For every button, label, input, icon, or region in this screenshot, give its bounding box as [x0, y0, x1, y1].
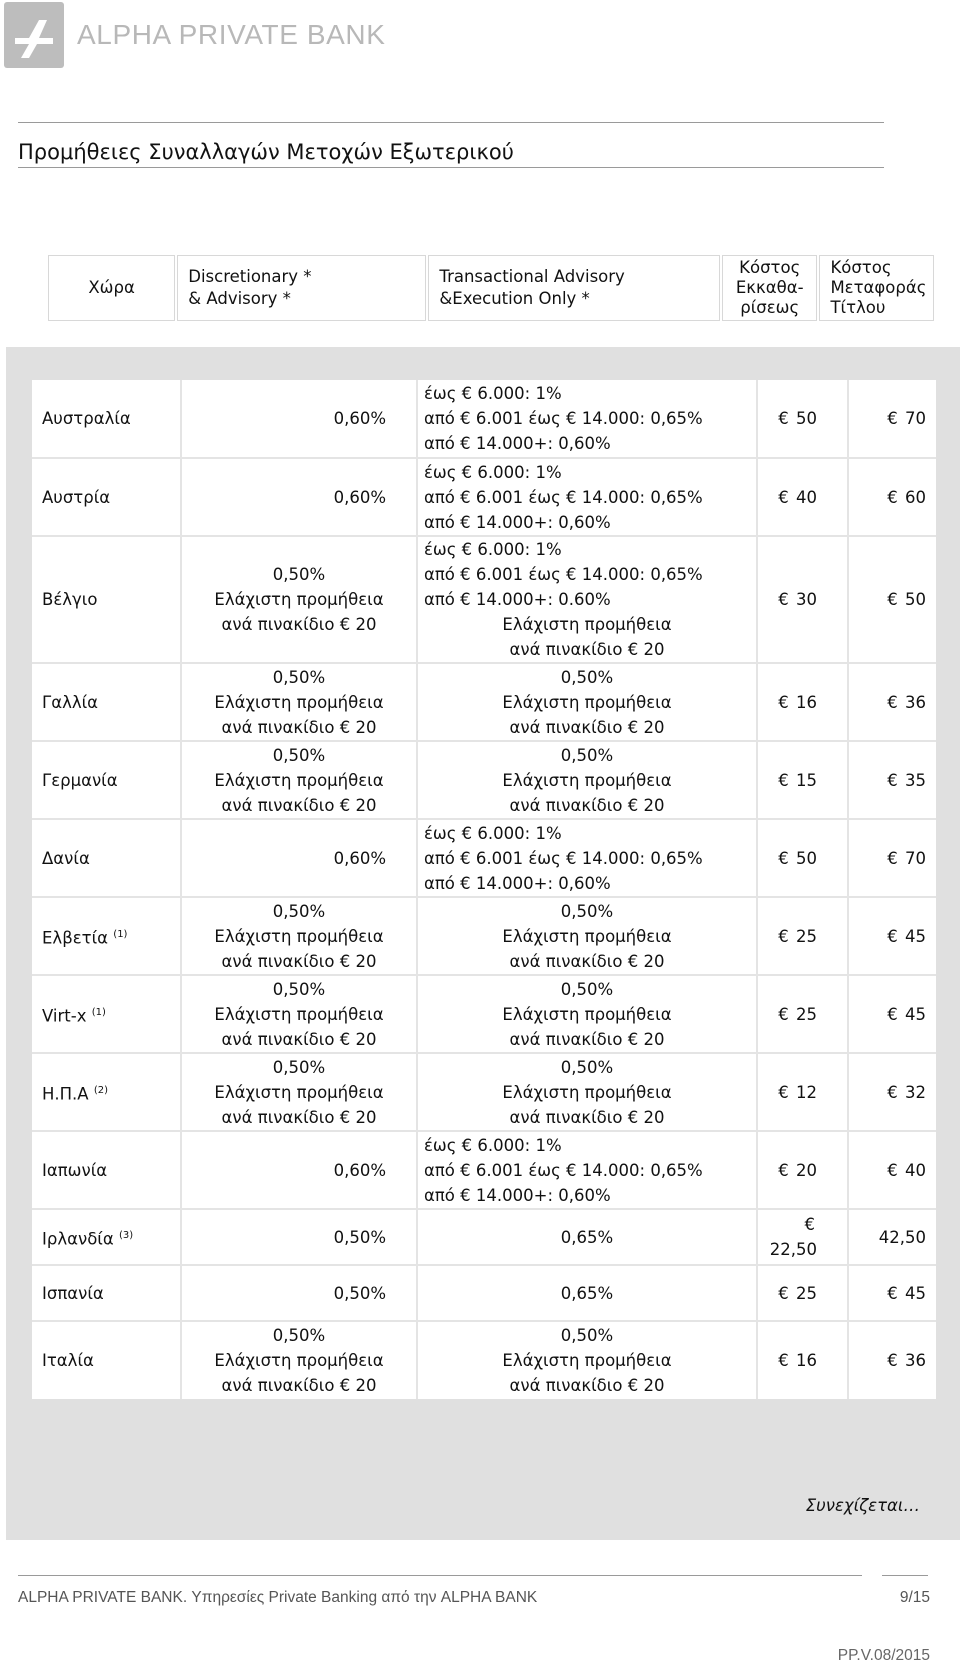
- cell-line: 0,50%: [272, 1326, 326, 1345]
- clearing-cost-cell: [757, 897, 848, 975]
- clearing-cost-cell: [757, 1321, 848, 1399]
- cell-line: 0,50%: [333, 1227, 386, 1247]
- table-row: [32, 897, 936, 975]
- cell-line: έως € 6.000: 1%: [424, 823, 562, 843]
- transfer-value: 45: [905, 1283, 926, 1303]
- cell-line: Ελάχιστη προμήθεια: [214, 1004, 384, 1024]
- transfer-cost-cell: [848, 536, 936, 663]
- transfer-cost-cell: [848, 663, 936, 741]
- country-name: Αυστραλία: [42, 409, 131, 428]
- country-cell: [32, 975, 181, 1053]
- cell-line: ανά πινακίδιο € 20: [221, 1376, 377, 1395]
- transfer-cost-cell: [848, 975, 936, 1053]
- clearing-cost-cell: [757, 819, 848, 897]
- header-country: Χώρα: [48, 255, 175, 321]
- discretionary-cell: [181, 975, 417, 1053]
- column-header-table: [46, 253, 936, 323]
- cell-line: Ελάχιστη προμήθεια: [214, 1351, 384, 1370]
- country-cell: [32, 1053, 181, 1131]
- cell-line: από € 6.001 έως € 14.000: 0,65%: [424, 848, 703, 868]
- header-transfer-cost: Κόστος Μεταφοράς Τίτλου: [819, 255, 934, 321]
- transactional-cell: [417, 663, 757, 741]
- discretionary-cell: [181, 1053, 417, 1131]
- cell-line: Ελάχιστη προμήθεια: [214, 590, 384, 609]
- country-name: Δανία: [42, 848, 90, 868]
- cell-line: 0,60%: [333, 848, 386, 868]
- discretionary-cell: [181, 663, 417, 741]
- euro-icon: €: [887, 487, 898, 507]
- euro-icon: €: [778, 770, 789, 790]
- euro-icon: €: [887, 848, 898, 868]
- transfer-cost-cell: [848, 897, 936, 975]
- footnote-marker: (1): [91, 1006, 106, 1018]
- table-row: [32, 1209, 936, 1265]
- table-row: [32, 1053, 936, 1131]
- transactional-cell: [417, 897, 757, 975]
- header-discretionary: Discretionary * & Advisory *: [177, 255, 426, 321]
- cell-line: από € 6.001 έως € 14.000: 0,65%: [424, 409, 703, 428]
- transfer-cost-cell: [848, 1131, 936, 1209]
- discretionary-cell: [181, 1265, 417, 1321]
- discretionary-cell: [181, 536, 417, 663]
- clearing-cost-cell: [757, 1131, 848, 1209]
- continued-note: Συνεχίζεται…: [805, 1496, 920, 1515]
- table-row: [32, 975, 936, 1053]
- discretionary-cell: [181, 819, 417, 897]
- clearing-value: 25: [796, 1004, 817, 1024]
- transfer-value: 70: [905, 409, 926, 428]
- fees-table: [32, 380, 936, 1399]
- country-cell: [32, 536, 181, 663]
- cell-line: Ελάχιστη προμήθεια: [214, 1082, 384, 1102]
- page-number: 9/15: [899, 1589, 930, 1606]
- transfer-cost-cell: [848, 741, 936, 819]
- cell-line: ανά πινακίδιο € 20: [509, 1029, 665, 1049]
- discretionary-cell: [181, 897, 417, 975]
- cell-line: ανά πινακίδιο € 20: [509, 951, 665, 971]
- cell-line: Ελάχιστη προμήθεια: [502, 1004, 672, 1024]
- clearing-value: 15: [796, 770, 817, 790]
- cell-line: από € 14.000+: 0.60%: [424, 590, 611, 609]
- cell-line: έως € 6.000: 1%: [424, 1135, 562, 1155]
- document-code: PP.V.08/2015: [837, 1647, 930, 1664]
- clearing-cost-cell: [757, 975, 848, 1053]
- cell-line: ανά πινακίδιο € 20: [221, 615, 377, 634]
- euro-icon: €: [887, 409, 898, 428]
- transfer-value: 50: [905, 590, 926, 609]
- cell-line: 0,60%: [333, 409, 386, 428]
- cell-line: 0,50%: [333, 1283, 386, 1303]
- country-name: Η.Π.Α: [42, 1084, 89, 1104]
- cell-line: ανά πινακίδιο € 20: [221, 1029, 377, 1049]
- euro-icon: €: [887, 1283, 898, 1303]
- transfer-cost-cell: [848, 1209, 936, 1265]
- cell-line: 0,50%: [560, 901, 614, 921]
- euro-icon: €: [887, 1004, 898, 1024]
- country-cell: [32, 897, 181, 975]
- cell-line: ανά πινακίδιο € 20: [509, 1107, 665, 1127]
- euro-icon: €: [778, 1160, 789, 1180]
- table-row: [32, 663, 936, 741]
- table-row: [32, 458, 936, 536]
- country-cell: [32, 1209, 181, 1265]
- transfer-value: 70: [905, 848, 926, 868]
- footer-text: ALPHA PRIVATE BANK. Υπηρεσίες Private Banking από την ALPHA BANK: [18, 1589, 538, 1606]
- transactional-cell: [417, 1209, 757, 1265]
- clearing-value: 30: [796, 590, 817, 609]
- cell-line: 0,50%: [272, 979, 326, 999]
- cell-line: Ελάχιστη προμήθεια: [214, 770, 384, 790]
- cell-line: Ελάχιστη προμήθεια: [502, 1082, 672, 1102]
- country-cell: [32, 741, 181, 819]
- cell-line: έως € 6.000: 1%: [424, 462, 562, 482]
- discretionary-cell: [181, 1321, 417, 1399]
- cell-line: ανά πινακίδιο € 20: [221, 795, 377, 815]
- cell-line: 0,65%: [560, 1227, 614, 1247]
- discretionary-cell: [181, 1131, 417, 1209]
- country-name: Ελβετία: [42, 928, 109, 948]
- cell-line: Ελάχιστη προμήθεια: [214, 692, 384, 712]
- euro-icon: €: [778, 926, 789, 946]
- clearing-value: 22,50: [769, 1240, 817, 1259]
- footnote-marker: (1): [113, 928, 128, 940]
- cell-line: 0,60%: [333, 487, 386, 507]
- country-cell: [32, 380, 181, 458]
- transactional-cell: [417, 819, 757, 897]
- transactional-cell: [417, 1053, 757, 1131]
- cell-line: 0,50%: [560, 979, 614, 999]
- cell-line: ανά πινακίδιο € 20: [509, 640, 665, 659]
- transfer-value: 40: [905, 1160, 926, 1180]
- clearing-cost-cell: [757, 1053, 848, 1131]
- transactional-cell: [417, 536, 757, 663]
- cell-line: 0,50%: [272, 901, 326, 921]
- cell-line: Ελάχιστη προμήθεια: [502, 770, 672, 790]
- footnote-marker: (3): [119, 1229, 134, 1241]
- transactional-cell: [417, 1321, 757, 1399]
- title-bottom-rule: [18, 167, 884, 168]
- fees-table-body: [32, 380, 936, 1399]
- transfer-cost-cell: [848, 380, 936, 458]
- country-name: Ιρλανδία: [42, 1229, 114, 1249]
- cell-line: 0,50%: [272, 667, 326, 687]
- clearing-value: 25: [796, 1283, 817, 1303]
- clearing-value: 16: [796, 1351, 817, 1370]
- country-cell: [32, 1131, 181, 1209]
- country-name: Ιταλία: [42, 1351, 94, 1370]
- euro-icon: €: [778, 1283, 789, 1303]
- transactional-cell: [417, 380, 757, 458]
- country-cell: [32, 1265, 181, 1321]
- table-row: [32, 536, 936, 663]
- clearing-cost-cell: [757, 663, 848, 741]
- clearing-cost-cell: [757, 536, 848, 663]
- cell-line: από € 6.001 έως € 14.000: 0,65%: [424, 1160, 703, 1180]
- cell-line: 0,50%: [272, 745, 326, 765]
- euro-icon: €: [887, 590, 898, 609]
- country-name: Αυστρία: [42, 487, 111, 507]
- table-row: [32, 1321, 936, 1399]
- cell-line: 0,60%: [333, 1160, 386, 1180]
- cell-line: Ελάχιστη προμήθεια: [502, 615, 672, 634]
- transfer-value: 36: [905, 692, 926, 712]
- cell-line: έως € 6.000: 1%: [424, 540, 562, 559]
- cell-line: από € 6.001 έως € 14.000: 0,65%: [424, 487, 703, 507]
- title-top-rule: [18, 122, 884, 123]
- euro-icon: €: [778, 409, 789, 428]
- footer-rule-left: [18, 1575, 862, 1576]
- cell-line: 0,50%: [272, 565, 326, 584]
- table-row: [32, 1131, 936, 1209]
- clearing-cost-cell: [757, 380, 848, 458]
- cell-line: ανά πινακίδιο € 20: [221, 717, 377, 737]
- euro-icon: €: [887, 692, 898, 712]
- euro-icon: €: [804, 1215, 815, 1234]
- country-cell: [32, 458, 181, 536]
- euro-icon: €: [887, 926, 898, 946]
- country-name: Γαλλία: [42, 692, 99, 712]
- cell-line: 0,50%: [272, 1057, 326, 1077]
- transfer-value: 32: [905, 1082, 926, 1102]
- cell-line: έως € 6.000: 1%: [424, 384, 562, 403]
- cell-line: 0,50%: [560, 1326, 614, 1345]
- transactional-cell: [417, 1265, 757, 1321]
- transfer-cost-cell: [848, 1321, 936, 1399]
- discretionary-cell: [181, 741, 417, 819]
- euro-icon: €: [887, 1351, 898, 1370]
- clearing-value: 25: [796, 926, 817, 946]
- cell-line: Ελάχιστη προμήθεια: [502, 692, 672, 712]
- country-name: Γερμανία: [42, 770, 118, 790]
- table-row: [32, 1265, 936, 1321]
- logo: [4, 2, 386, 68]
- euro-icon: €: [778, 1004, 789, 1024]
- cell-line: ανά πινακίδιο € 20: [509, 1376, 665, 1395]
- logo-text: ALPHA PRIVATE BANK: [77, 19, 386, 50]
- cell-line: 0,50%: [560, 1057, 614, 1077]
- country-cell: [32, 1321, 181, 1399]
- table-row: [32, 741, 936, 819]
- country-name: Virt-x: [42, 1006, 87, 1026]
- alpha-bank-logo-icon: [4, 2, 64, 68]
- cell-line: Ελάχιστη προμήθεια: [502, 1351, 672, 1370]
- transactional-cell: [417, 975, 757, 1053]
- transactional-cell: [417, 741, 757, 819]
- euro-icon: €: [778, 692, 789, 712]
- discretionary-cell: [181, 458, 417, 536]
- transfer-value: 42,50: [878, 1227, 926, 1247]
- clearing-value: 40: [796, 487, 817, 507]
- page-title: Προμήθειες Συναλλαγών Μετοχών Εξωτερικού: [18, 140, 514, 164]
- euro-icon: €: [778, 487, 789, 507]
- country-name: Ιαπωνία: [42, 1160, 108, 1180]
- euro-icon: €: [887, 1082, 898, 1102]
- transfer-value: 45: [905, 1004, 926, 1024]
- table-row: [32, 819, 936, 897]
- transfer-value: 35: [905, 770, 926, 790]
- cell-line: Ελάχιστη προμήθεια: [502, 926, 672, 946]
- transactional-cell: [417, 458, 757, 536]
- cell-line: από € 14.000+: 0,60%: [424, 873, 611, 893]
- cell-line: Ελάχιστη προμήθεια: [214, 926, 384, 946]
- transfer-cost-cell: [848, 819, 936, 897]
- country-cell: [32, 663, 181, 741]
- cell-line: από € 14.000+: 0,60%: [424, 1185, 611, 1205]
- country-name: Βέλγιο: [42, 590, 98, 609]
- header-transactional: Transactional Advisory &Execution Only *: [428, 255, 720, 321]
- cell-line: ανά πινακίδιο € 20: [221, 951, 377, 971]
- clearing-value: 16: [796, 692, 817, 712]
- clearing-cost-cell: [757, 1209, 848, 1265]
- clearing-value: 50: [796, 409, 817, 428]
- transfer-value: 36: [905, 1351, 926, 1370]
- clearing-cost-cell: [757, 741, 848, 819]
- euro-icon: €: [887, 1160, 898, 1180]
- euro-icon: €: [887, 770, 898, 790]
- euro-icon: €: [778, 590, 789, 609]
- header-clearing-cost: Κόστος Εκκαθα- ρίσεως: [722, 255, 817, 321]
- country-cell: [32, 819, 181, 897]
- euro-icon: €: [778, 848, 789, 868]
- discretionary-cell: [181, 380, 417, 458]
- footnote-marker: (2): [93, 1084, 109, 1096]
- transfer-cost-cell: [848, 458, 936, 536]
- clearing-value: 20: [796, 1160, 817, 1180]
- clearing-value: 12: [796, 1082, 817, 1102]
- cell-line: 0,65%: [560, 1283, 614, 1303]
- country-name: Ισπανία: [42, 1283, 104, 1303]
- transfer-value: 45: [905, 926, 926, 946]
- transfer-cost-cell: [848, 1265, 936, 1321]
- euro-icon: €: [778, 1351, 789, 1370]
- table-row: [32, 380, 936, 458]
- cell-line: 0,50%: [560, 745, 614, 765]
- cell-line: ανά πινακίδιο € 20: [221, 1107, 377, 1127]
- cell-line: ανά πινακίδιο € 20: [509, 717, 665, 737]
- clearing-cost-cell: [757, 1265, 848, 1321]
- cell-line: 0,50%: [560, 667, 614, 687]
- footer-rule-right: [882, 1575, 928, 1576]
- clearing-cost-cell: [757, 458, 848, 536]
- transactional-cell: [417, 1131, 757, 1209]
- transfer-cost-cell: [848, 1053, 936, 1131]
- discretionary-cell: [181, 1209, 417, 1265]
- cell-line: ανά πινακίδιο € 20: [509, 795, 665, 815]
- cell-line: από € 14.000+: 0,60%: [424, 512, 611, 532]
- transfer-value: 60: [905, 487, 926, 507]
- clearing-value: 50: [796, 848, 817, 868]
- cell-line: από € 6.001 έως € 14.000: 0,65%: [424, 565, 703, 584]
- cell-line: από € 14.000+: 0,60%: [424, 434, 611, 453]
- euro-icon: €: [778, 1082, 789, 1102]
